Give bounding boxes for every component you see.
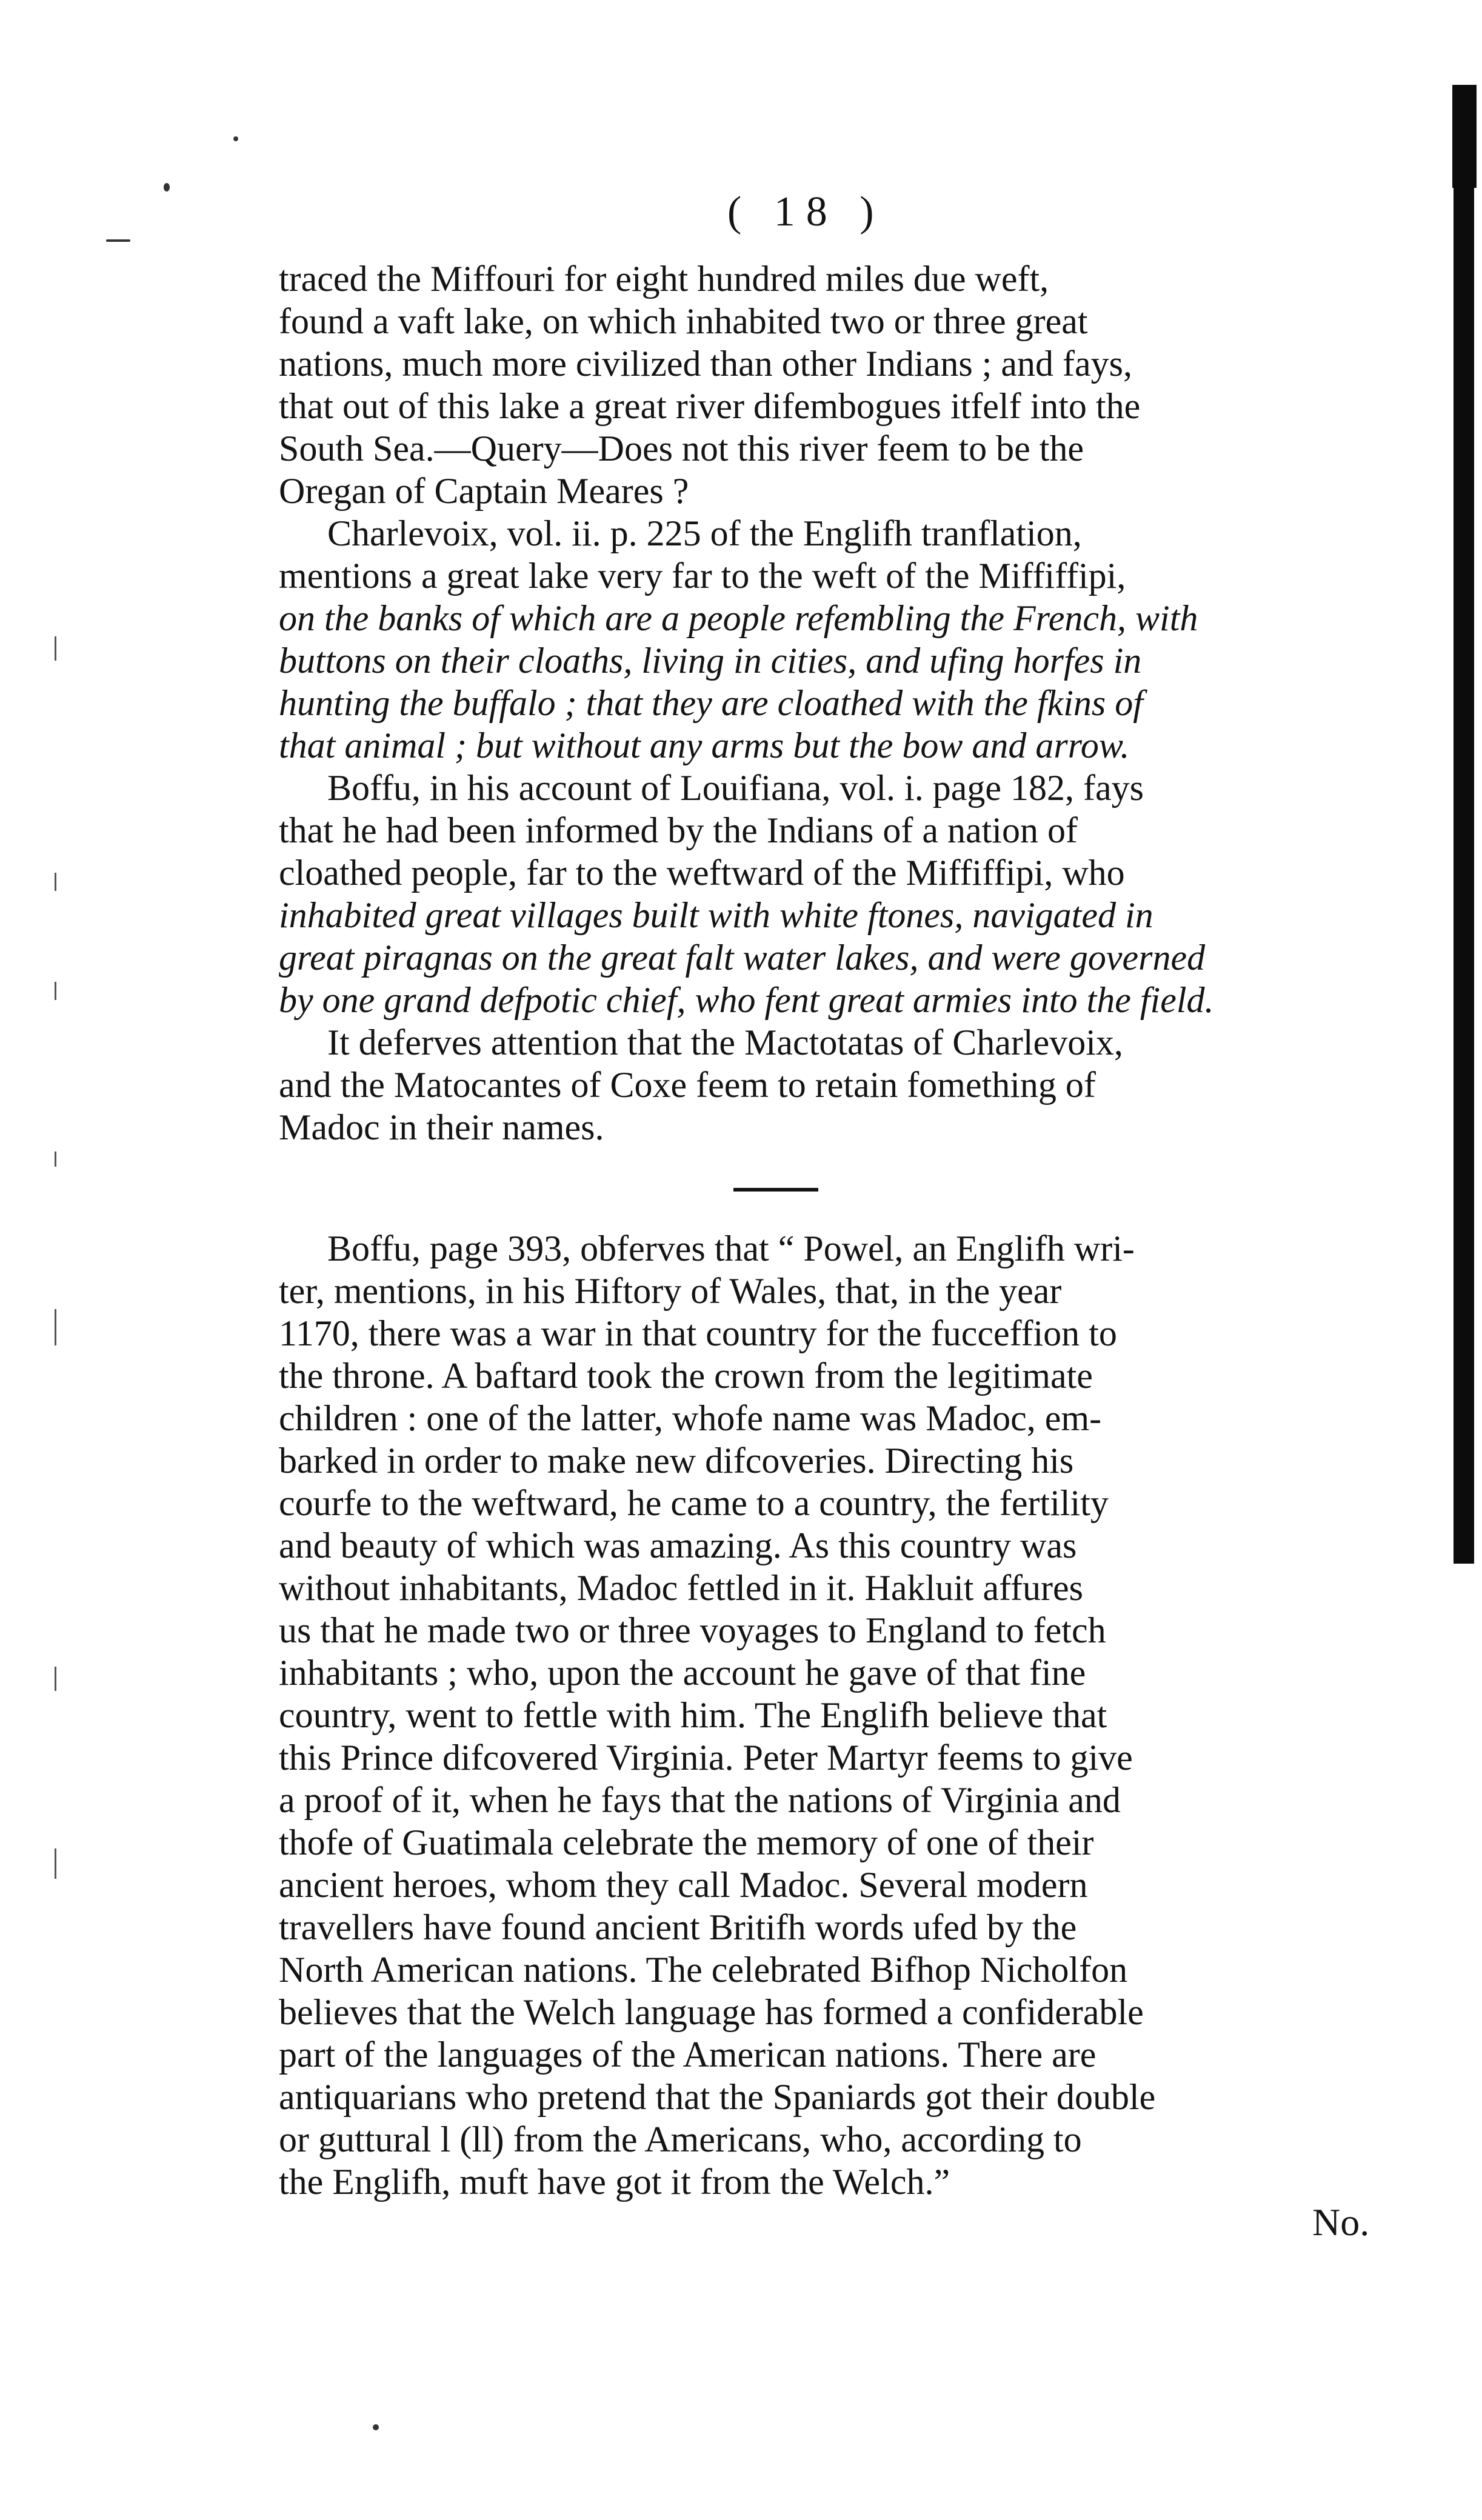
scan-margin-mark	[55, 1667, 56, 1691]
scan-margin-mark	[55, 636, 56, 661]
text-line: Boffu, in his account of Louifiana, vol. i. page 182, fays	[327, 768, 1144, 808]
scan-speck	[373, 2424, 379, 2430]
paragraph-1	[279, 258, 1358, 512]
text-line: on the banks of which are a people refembling the French, with	[279, 598, 1198, 638]
text-line: believes that the Welch language has formed a confiderable	[279, 1992, 1144, 2032]
text-line: Oregan of Captain Meares ?	[279, 471, 689, 511]
text-line: that out of this lake a great river difembogues itfelf into the	[279, 386, 1141, 426]
text-line: travellers have found ancient Britifh words ufed by the	[279, 1907, 1077, 1947]
paragraph-4	[279, 1021, 1358, 1148]
text-line: a proof of it, when he fays that the nations of Virginia and	[279, 1780, 1121, 1820]
section-divider	[733, 1188, 818, 1192]
paragraph-5-quotation	[279, 1227, 1358, 2203]
catchword: No.	[1312, 2201, 1370, 2244]
text-line: and beauty of which was amazing. As this country was	[279, 1525, 1077, 1565]
text-line: or guttural l (ll) from the Americans, who, according to	[279, 2119, 1082, 2159]
text-line: nations, much more civilized than other Indians ; and fays,	[279, 344, 1132, 384]
text-line: great piragnas on the great falt water lakes, and were governed	[279, 938, 1206, 978]
scan-margin-mark	[55, 1152, 56, 1167]
text-line: Boffu, page 393, obferves that “ Powel, an Englifh wri-	[327, 1228, 1135, 1268]
text-line: mentions a great lake very far to the weft of the Miffiffipi,	[279, 556, 1126, 596]
text-line: inhabited great villages built with white ftones, navigated in	[279, 895, 1153, 935]
text-line: Madoc in their names.	[279, 1107, 604, 1147]
text-line: It deferves attention that the Mactotatas of Charlevoix,	[327, 1022, 1123, 1062]
text-line: children : one of the latter, whofe name was Madoc, em-	[279, 1398, 1102, 1438]
text-line: courfe to the weftward, he came to a country, the fertility	[279, 1483, 1109, 1523]
text-line: cloathed people, far to the weftward of the Miffiffipi, who	[279, 853, 1125, 893]
text-line: us that he made two or three voyages to England to fetch	[279, 1610, 1106, 1650]
text-line: part of the languages of the American nations. There are	[279, 2035, 1096, 2075]
text-line: barked in order to make new difcoveries. Directing his	[279, 1441, 1074, 1481]
text-line: ter, mentions, in his Hiftory of Wales, that, in the year	[279, 1271, 1062, 1311]
page-number: ( 18 )	[727, 188, 885, 235]
text-line: Charlevoix, vol. ii. p. 225 of the Englifh tranflation,	[327, 513, 1082, 553]
text-line: this Prince difcovered Virginia. Peter Martyr feems to give	[279, 1738, 1133, 1778]
text-line: hunting the buffalo ; that they are cloathed with the fkins of	[279, 683, 1143, 723]
scan-edge-shadow	[1454, 91, 1474, 1564]
text-line: that he had been informed by the Indians of a nation of	[279, 810, 1078, 850]
text-line: the throne. A baftard took the crown from the legitimate	[279, 1356, 1093, 1396]
scan-speck	[164, 183, 170, 192]
paragraph-3	[279, 767, 1358, 1021]
scan-margin-mark	[55, 982, 56, 1000]
scan-margin-mark	[55, 1309, 56, 1345]
text-line: 1170, there was a war in that country for the fucceffion to	[279, 1313, 1117, 1353]
text-line: thofe of Guatimala celebrate the memory of one of their	[279, 1822, 1094, 1862]
text-line: antiquarians who pretend that the Spaniards got their double	[279, 2077, 1156, 2117]
scan-margin-mark	[55, 1848, 56, 1879]
text-line: without inhabitants, Madoc fettled in it. Hakluit affures	[279, 1568, 1083, 1608]
paragraph-2	[279, 512, 1358, 767]
text-line: North American nations. The celebrated Bifhop Nicholfon	[279, 1950, 1128, 1990]
scan-speck	[106, 239, 130, 242]
text-line: that animal ; but without any arms but the bow and arrow.	[279, 725, 1130, 765]
text-line: country, went to fettle with him. The Englifh believe that	[279, 1695, 1107, 1735]
text-line: inhabitants ; who, upon the account he gave of that fine	[279, 1653, 1086, 1693]
text-line: and the Matocantes of Coxe feem to retain fomething of	[279, 1065, 1096, 1105]
text-line: ancient heroes, whom they call Madoc. Several modern	[279, 1865, 1088, 1905]
text-line: South Sea.—Query—Does not this river feem to be the	[279, 428, 1084, 468]
text-line: traced the Miffouri for eight hundred miles due weft,	[279, 259, 1049, 299]
scan-speck	[233, 136, 238, 141]
text-line: the Englifh, muft have got it from the Welch.”	[279, 2162, 950, 2202]
text-line: buttons on their cloaths, living in cities, and ufing horfes in	[279, 641, 1142, 681]
text-line: by one grand defpotic chief, who fent great armies into the field.	[279, 980, 1214, 1020]
scan-margin-mark	[55, 873, 56, 891]
text-line: found a vaft lake, on which inhabited two or three great	[279, 301, 1088, 341]
